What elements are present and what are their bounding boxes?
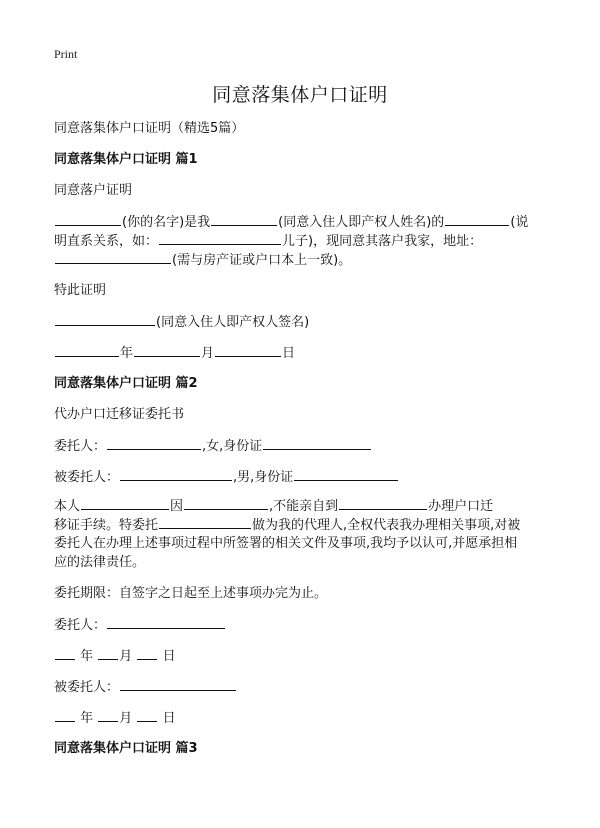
paragraph-text: 明直系关系，如： [54,234,159,249]
certify-text: 特此证明 [54,283,107,298]
agent-id-blank[interactable] [294,466,398,481]
self-name-blank[interactable] [81,495,169,510]
agent-line [54,466,554,488]
reason-blank[interactable] [184,495,268,510]
agent-sign-label: 被委托人： [54,680,120,695]
day-blank[interactable] [137,645,157,660]
paragraph-text: 做为我的代理人,全权代表我办理相关事项,对被 [252,518,521,533]
principal-label: 委托人： [54,439,107,454]
date-line [54,707,554,729]
agent-label: 被委托人： [54,470,120,485]
paragraph-text: 办理户口迁 [428,499,494,514]
period-text: 委托期限：自签字之日起至上述事项办完为止。 [54,586,328,601]
month-blank[interactable] [134,342,200,357]
relation-blank[interactable] [445,211,509,226]
paragraph-line [54,249,554,271]
year-label: 年 [80,711,94,726]
principal-sign-label: 委托人： [54,618,107,633]
section-heading-3: 同意落集体户口证明 篇3 [54,741,198,756]
section-heading-2: 同意落集体户口证明 篇2 [54,376,198,391]
agent-sign-blank[interactable] [120,676,236,691]
paragraph-text: (需与房产证或户口本上一致)。 [172,253,352,268]
delegate-blank[interactable] [159,514,251,529]
day-blank[interactable] [215,342,281,357]
agent-name-blank[interactable] [120,466,232,481]
year-label: 年 [120,346,134,361]
name-blank[interactable] [55,211,121,226]
month-label: 月 [201,346,215,361]
day-label: 日 [162,649,176,664]
signature-label: (同意入住人即产权人签名) [156,315,310,330]
section-heading-1: 同意落集体户口证明 篇1 [54,152,198,167]
paragraph-text: 因 [170,499,184,514]
paragraph-text: 移证手续。特委托 [54,518,159,533]
year-blank[interactable] [55,342,119,357]
paragraph-text: 儿子)，现同意其落户我家，地址： [282,234,483,249]
section-intro-1: 同意落户证明 [54,183,133,198]
paragraph-text: (说 [510,215,529,230]
principal-sign-blank[interactable] [107,614,225,629]
section-intro-2: 代办户口迁移证委托书 [54,407,185,422]
date-line [54,342,554,364]
principal-gender-label: ,女,身份证 [202,439,263,454]
month-blank[interactable] [98,645,118,660]
month-blank[interactable] [98,707,118,722]
month-label: 月 [119,649,133,664]
paragraph-line: 委托人在办理上述事项过程中所签署的相关文件及事项,我均予以认可,并愿承担相 [54,536,518,551]
paragraph-line: 应的法律责任。 [54,555,146,570]
agent-gender-label: ,男,身份证 [233,470,294,485]
document-subtitle: 同意落集体户口证明（精选5篇） [54,121,245,136]
day-blank[interactable] [137,707,157,722]
year-label: 年 [80,649,94,664]
day-label: 日 [282,346,296,361]
principal-id-blank[interactable] [263,435,371,450]
day-label: 日 [162,711,176,726]
principal-sign-line [54,614,554,636]
paragraph-text: (你的名字)是我 [122,215,211,230]
year-blank[interactable] [55,645,75,660]
agent-sign-line [54,676,554,698]
date-line [54,645,554,667]
year-blank[interactable] [55,707,75,722]
signature-line [54,311,554,333]
page-title: 同意落集体户口证明 [212,84,388,106]
paragraph-text: ,不能亲自到 [269,499,339,514]
paragraph-text: (同意入住人即产权人姓名)的 [278,215,445,230]
print-link[interactable]: Print [54,47,78,61]
owner-name-blank[interactable] [211,211,277,226]
month-label: 月 [119,711,133,726]
principal-name-blank[interactable] [107,435,201,450]
signature-blank[interactable] [55,311,155,326]
address-blank[interactable] [55,249,171,264]
relation-example-blank[interactable] [159,230,281,245]
principal-line [54,435,554,457]
office-blank[interactable] [339,495,427,510]
paragraph-text: 本人 [54,499,81,514]
